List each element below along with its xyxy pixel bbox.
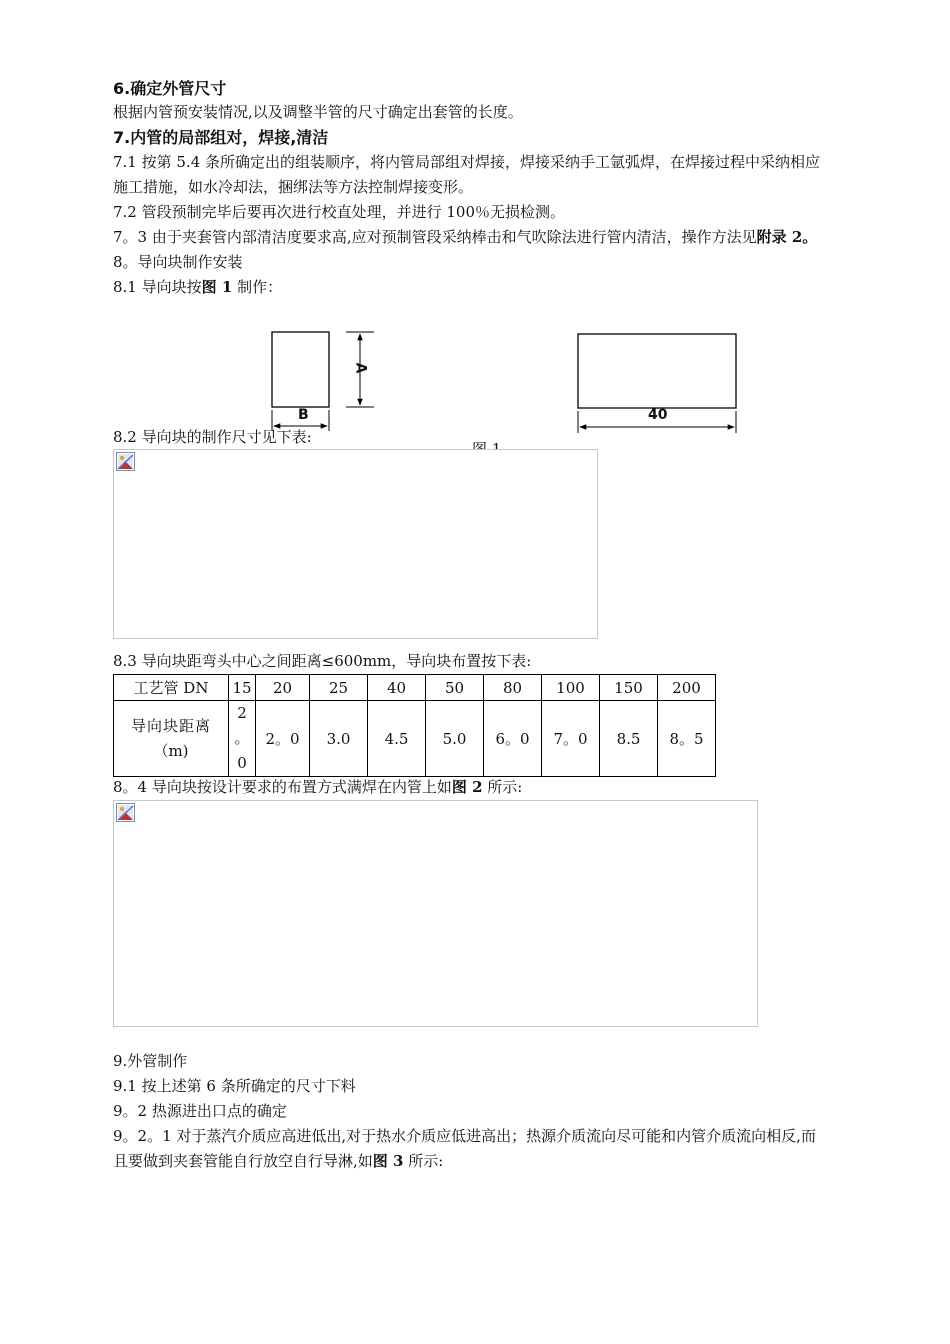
paragraph-8-2: 8.2 导向块的制作尺寸见下表: (113, 428, 312, 446)
paragraph-9-2-1-text: 且要做到夹套管能自行放空自行导淋,如 (113, 1152, 373, 1170)
table-cell-distance: 4.5 (368, 701, 426, 777)
broken-image-icon (116, 803, 135, 822)
table-header-distance-line-1: 导向块距离 (130, 716, 211, 735)
paragraph-7-1-line-2: 施工措施，如水冷却法，捆绑法等方法控制焊接变形。 (113, 178, 474, 196)
paragraph-8-1-tail: 制作： (232, 278, 283, 296)
figure-1-drawing (260, 325, 750, 437)
table-row-distance (114, 701, 716, 777)
table-cell-dn: 20 (256, 675, 310, 701)
size-table-image-placeholder (113, 449, 598, 639)
section-7-heading: 7.内管的局部组对，焊接,清洁 (113, 128, 329, 147)
broken-image-icon (116, 452, 135, 471)
table-cell-distance: 8。5 (658, 701, 716, 777)
table-cell-distance (229, 701, 256, 777)
figure-1-reference: 图 1 (201, 278, 233, 296)
paragraph-9-2-1-line-1: 9。2。1 对于蒸汽介质应高进低出,对于热水介质应低进高出；热源介质流向尽可能和内管介质流向相反,而 (113, 1127, 816, 1145)
paragraph-7-1-line-1: 7.1 按第 5.4 条所确定出的组装顺序，将内管局部组对焊接，焊接采纳手工氩弧焊，在焊接过程中采纳相应 (113, 153, 821, 171)
table-cell-distance: 2。0 (256, 701, 310, 777)
section-8-heading: 8。导向块制作安装 (113, 253, 243, 271)
paragraph-8-4-text: 8。4 导向块按设计要求的布置方式满焊在内管上如 (113, 778, 452, 796)
paragraph-8-4-tail: 所示: (482, 778, 523, 796)
table-cell-distance: 5.0 (426, 701, 484, 777)
table-cell-dn: 100 (542, 675, 600, 701)
table-cell-dn: 150 (600, 675, 658, 701)
table-cell-dn: 50 (426, 675, 484, 701)
table-cell-distance-part: 。 (234, 729, 250, 747)
paragraph-8-4 (113, 775, 522, 800)
table-cell-distance: 7。0 (542, 701, 600, 777)
table-row-dn (114, 675, 716, 701)
guide-block-spacing-table (113, 674, 716, 777)
dimension-b-label: B (298, 407, 309, 423)
paragraph-7-3 (113, 225, 817, 250)
table-cell-distance: 6。0 (484, 701, 542, 777)
figure-2-reference: 图 2 (451, 778, 483, 796)
paragraph-9-2-1-tail: 所示: (403, 1152, 444, 1170)
section-9-heading: 9.外管制作 (113, 1052, 188, 1070)
paragraph-8-1 (113, 275, 282, 300)
table-cell-dn: 25 (310, 675, 368, 701)
dimension-40-label: 40 (648, 407, 668, 423)
table-cell-distance: 3.0 (310, 701, 368, 777)
table-cell-dn: 40 (368, 675, 426, 701)
section-6-heading: 6.确定外管尺寸 (113, 79, 227, 98)
table-cell-distance-part: 0 (237, 754, 247, 772)
paragraph-9-1: 9.1 按上述第 6 条所确定的尺寸下料 (113, 1077, 356, 1095)
figure-2-image-placeholder (113, 800, 758, 1027)
table-header-distance (114, 701, 229, 777)
guide-block-small-rect (272, 332, 329, 407)
paragraph-7-2: 7.2 管段预制完毕后要再次进行校直处理，并进行 100％无损检测。 (113, 203, 566, 221)
paragraph-9-2: 9。2 热源进出口点的确定 (113, 1102, 287, 1120)
paragraph-8-3: 8.3 导向块距弯头中心之间距离≤600mm，导向块布置按下表: (113, 652, 532, 670)
table-header-dn: 工艺管 DN (114, 675, 229, 701)
table-cell-distance: 8.5 (600, 701, 658, 777)
dimension-a-label: A (352, 362, 369, 374)
table-cell-dn: 80 (484, 675, 542, 701)
paragraph-9-2-1-line-2 (113, 1149, 443, 1174)
table-cell-dn: 200 (658, 675, 716, 701)
paragraph-7-3-text: 7。3 由于夹套管内部清洁度要求高,应对预制管段采纳棒击和气吹除法进行管内清洁，操作方法见 (113, 228, 757, 246)
table-header-distance-line-2: （m) (153, 741, 189, 760)
paragraph-8-1-text: 8.1 导向块按 (113, 278, 202, 296)
guide-block-large-rect (578, 334, 736, 408)
table-cell-distance-part: 2 (237, 704, 247, 722)
appendix-2-reference: 附录 2。 (756, 228, 818, 246)
section-6-text: 根据内管预安装情况,以及调整半管的尺寸确定出套管的长度。 (113, 103, 523, 121)
figure-3-reference: 图 3 (372, 1152, 404, 1170)
table-cell-dn: 15 (229, 675, 256, 701)
